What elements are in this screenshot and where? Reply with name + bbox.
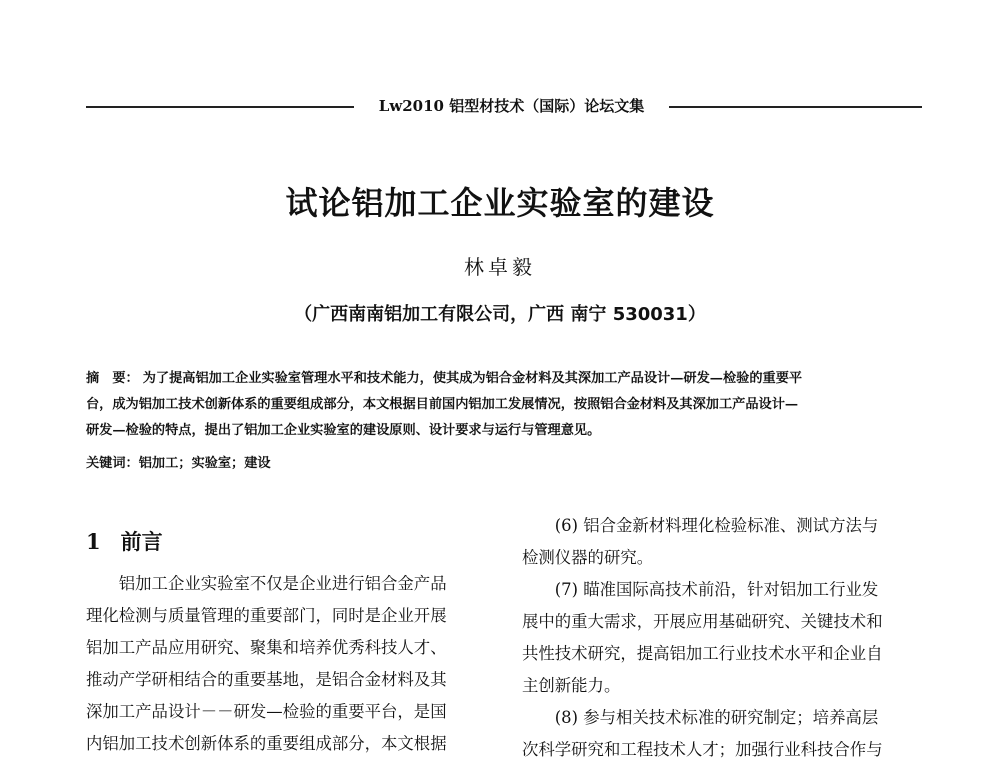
body-column-right: [522, 510, 920, 766]
section-title: 前言: [120, 529, 163, 554]
body-line: (8) 参与相关技术标准的研究制定；培养高层: [522, 708, 879, 727]
body-line: 理化检测与质量管理的重要部门，同时是企业开展: [86, 606, 447, 625]
keywords-label: 关键词：: [86, 456, 139, 471]
abstract-line: [86, 366, 918, 392]
header-rule-right: [669, 106, 922, 108]
abstract-label: 摘 要：: [86, 371, 139, 386]
author-affiliation: （广西南南铝加工有限公司，广西 南宁 530031）: [294, 304, 706, 325]
body-line: 共性技术研究，提高铝加工行业技术水平和企业自: [522, 644, 883, 663]
body-column-left: [86, 568, 484, 760]
section-heading: [86, 526, 163, 556]
body-line: 检测仪器的研究。: [522, 548, 654, 567]
paper-title: 试论铝加工企业实验室的建设: [285, 184, 715, 222]
abstract-text: 为了提高铝加工企业实验室管理水平和技术能力，使其成为铝合金材料及其深加工产品设计—研发—检验的重要平: [142, 371, 803, 386]
body-line: 主创新能力。: [522, 676, 621, 695]
section-number: 1: [86, 529, 101, 554]
body-line: 内铝加工技术创新体系的重要组成部分，本文根据: [86, 734, 447, 753]
body-line: 推动产学研相结合的重要基地，是铝合金材料及其: [86, 670, 447, 689]
author-name: 林卓毅: [464, 255, 536, 279]
body-line: 展中的重大需求，开展应用基础研究、关键技术和: [522, 612, 883, 631]
body-line: 次科学研究和工程技术人才；加强行业科技合作与: [522, 740, 883, 759]
header-text: Lw2010 铝型材技术（国际）论坛文集: [378, 97, 645, 115]
abstract: [86, 366, 918, 444]
header-rule-left: [86, 106, 354, 108]
keywords: [86, 452, 918, 476]
body-line: 铝加工企业实验室不仅是企业进行铝合金产品: [86, 574, 447, 593]
body-line: (7) 瞄准国际高技术前沿，针对铝加工行业发: [522, 580, 879, 599]
abstract-line: 台，成为铝加工技术创新体系的重要组成部分，本文根据目前国内铝加工发展情况，按照铝合金材料及其深加工产品设计—: [86, 397, 799, 412]
keywords-text: 铝加工；实验室；建设: [138, 456, 271, 471]
abstract-line: 研发—检验的特点，提出了铝加工企业实验室的建设原则、设计要求与运行与管理意见。: [86, 423, 601, 438]
body-line: 铝加工产品应用研究、聚集和培养优秀科技人才、: [86, 638, 447, 657]
body-line: (6) 铝合金新材料理化检验标准、测试方法与: [522, 516, 879, 535]
body-line: 深加工产品设计－－研发—检验的重要平台，是国: [86, 702, 447, 721]
running-header: [86, 94, 922, 118]
